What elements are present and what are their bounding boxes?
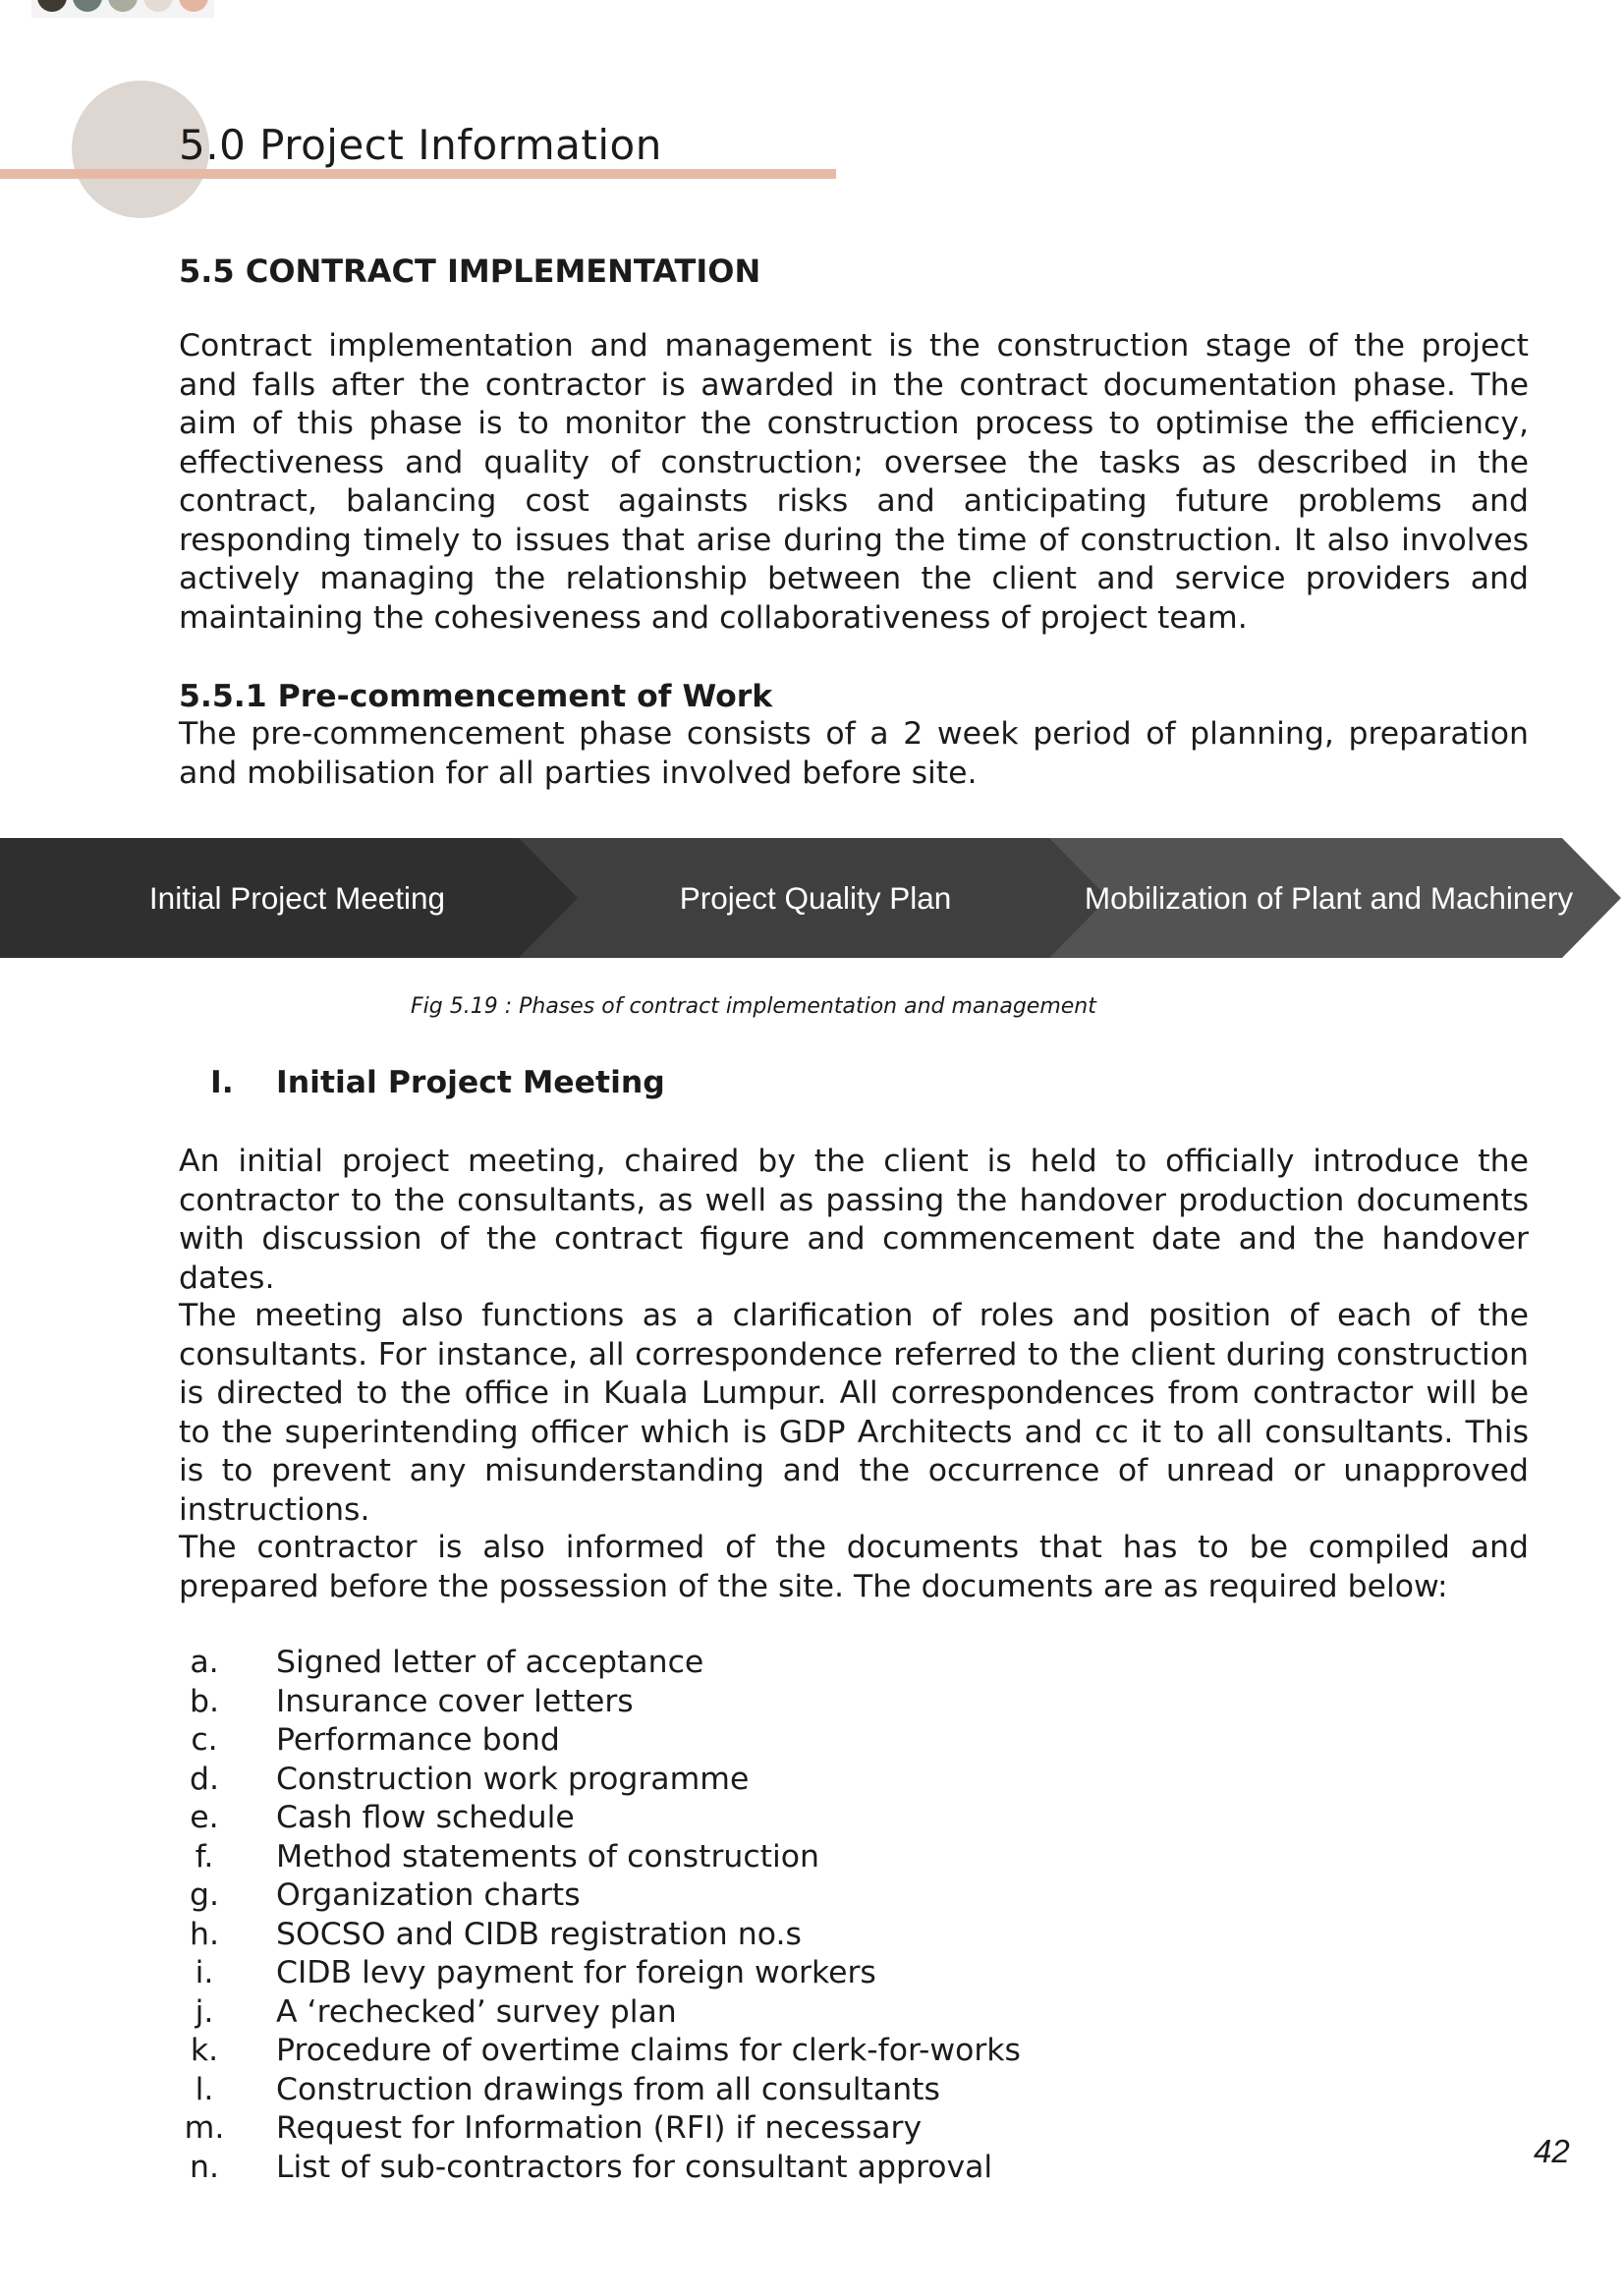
list-marker: a.	[190, 1645, 219, 1680]
list-item-text: Method statements of construction	[276, 1838, 820, 1875]
meeting-paragraph: An initial project meeting, chaired by the client is held to officially introduce the contractor to the consultants, as well as passing the handover production documents with discussion of the contract figure and commencement date and the handover dates.	[179, 1144, 1529, 1296]
list-marker: g.	[189, 1877, 219, 1913]
list-item-text: CIDB levy payment for foreign workers	[276, 1955, 876, 1990]
list-item-text: A ‘rechecked’ survey plan	[276, 1993, 677, 2030]
list-marker: d.	[189, 1761, 219, 1797]
document-list-item	[179, 2032, 1063, 2071]
phases-diagram	[0, 838, 1624, 958]
document-list-item	[179, 1838, 1063, 1877]
list-marker: b.	[189, 1683, 219, 1719]
meeting-paragraph: The contractor is also informed of the documents that has to be compiled and prepared before the possession of the site. The documents are as required below:	[179, 1530, 1529, 1604]
document-list-item	[179, 1993, 1063, 2033]
list-marker: h.	[190, 1916, 219, 1952]
palette-swatch	[179, 0, 208, 12]
list-item-text: Procedure of overtime claims for clerk-for-works	[276, 2033, 1021, 2068]
list-marker: j.	[195, 1993, 214, 2030]
document-list-item	[179, 2149, 1063, 2188]
figure-caption: Fig 5.19 : Phases of contract implementation and management	[411, 994, 1096, 1019]
list-item-text: Signed letter of acceptance	[276, 1645, 704, 1680]
list-marker: f.	[195, 1838, 214, 1875]
section-heading: 5.5 CONTRACT IMPLEMENTATION	[179, 252, 761, 290]
page-title: 5.0 Project Information	[179, 121, 662, 169]
document-list-item	[179, 1683, 1063, 1722]
document-list-item	[179, 1876, 1063, 1916]
meeting-paragraph: The meeting also functions as a clarification of roles and position of each of the consultants. For instance, all correspondence referred to the client during construction is directed to the office in Kuala Lumpur. All correspondences from contractor will be to the superintending officer which is GDP Architects and cc it to all consultants. This is to prevent any misunderstanding and the occurrence of unread or unapproved instructions.	[179, 1298, 1529, 1528]
list-marker: c.	[191, 1722, 218, 1758]
color-palette	[31, 0, 214, 18]
list-item-text: Construction work programme	[276, 1761, 750, 1797]
list-marker: n.	[190, 2149, 219, 2185]
required-documents-list	[179, 1644, 1063, 2187]
document-list-item	[179, 1644, 1063, 1683]
document-list-item	[179, 2109, 1063, 2149]
list-marker: i.	[195, 1955, 214, 1990]
roman-item-heading: Initial Project Meeting	[276, 1065, 665, 1100]
phase-label: Mobilization of Plant and Machinery	[1084, 880, 1574, 916]
roman-marker: I.	[210, 1065, 234, 1100]
palette-swatch	[143, 0, 173, 12]
palette-swatch	[108, 0, 138, 12]
subsection-paragraph: The pre-commencement phase consists of a 2 week period of planning, preparation and mobilisation for all parties involved before site.	[179, 716, 1529, 791]
subsection-heading: 5.5.1 Pre-commencement of Work	[179, 679, 773, 714]
palette-swatch	[37, 0, 67, 12]
section-intro-paragraph: Contract implementation and management is the construction stage of the project and falls after the contractor is awarded in the contract documentation phase. The aim of this phase is to monitor the construction process to optimise the efficiency, effectiveness and quality of construction; oversee the tasks as described in the contract, balancing cost againsts risks and anticipating future problems and responding timely to issues that arise during the time of construction. It also involves actively managing the relationship between the client and service providers and maintaining the cohesiveness and collaborativeness of project team.	[179, 328, 1529, 636]
list-item-text: Cash flow schedule	[276, 1800, 575, 1835]
document-list-item	[179, 2071, 1063, 2110]
list-marker: m.	[184, 2110, 225, 2146]
list-item-text: Construction drawings from all consultants	[276, 2071, 940, 2107]
palette-swatch	[73, 0, 102, 12]
list-marker: k.	[190, 2033, 219, 2068]
list-item-text: SOCSO and CIDB registration no.s	[276, 1916, 802, 1952]
phase-label: Project Quality Plan	[679, 880, 952, 916]
list-item-text: List of sub-contractors for consultant approval	[276, 2149, 993, 2185]
list-marker: e.	[190, 1800, 219, 1835]
list-item-text: Organization charts	[276, 1877, 581, 1913]
document-list-item	[179, 1721, 1063, 1761]
list-item-text: Insurance cover letters	[276, 1683, 634, 1719]
document-list-item	[179, 1916, 1063, 1955]
list-item-text: Performance bond	[276, 1722, 560, 1758]
document-list-item	[179, 1799, 1063, 1838]
list-item-text: Request for Information (RFI) if necessary	[276, 2110, 923, 2146]
document-list-item	[179, 1761, 1063, 1800]
page-number: 42	[1534, 2133, 1570, 2169]
list-marker: l.	[195, 2071, 214, 2107]
phase-label: Initial Project Meeting	[148, 880, 446, 916]
document-list-item	[179, 1954, 1063, 1993]
